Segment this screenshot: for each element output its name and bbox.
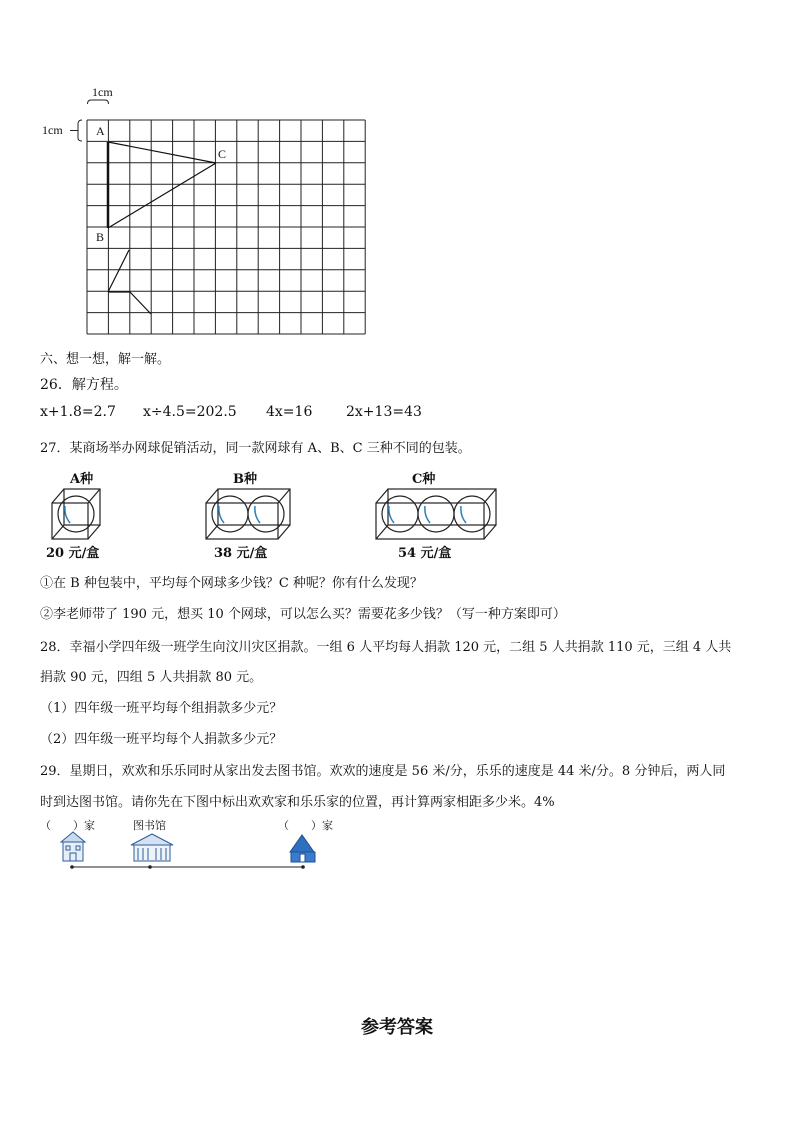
- unit-bracket-top: [88, 100, 109, 104]
- route-point-left: [70, 865, 74, 869]
- library-icon: [131, 834, 173, 861]
- q29-line1: 29．星期日，欢欢和乐乐同时从家出发去图书馆。欢欢的速度是 56 米/分，乐乐的速度是 44 米/分。8 分钟后，两人同: [40, 764, 726, 779]
- left-home-label: （ ）家: [40, 819, 95, 832]
- right-home-label: （ ）家: [278, 819, 333, 832]
- q26-equation-2: x÷4.5=202.5: [143, 404, 237, 420]
- answers-title: 参考答案: [361, 1017, 433, 1038]
- q29-line2: 时到达图书馆。请你先在下图中标出欢欢家和乐乐家的位置，再计算两家相距多少米。4%: [40, 795, 555, 810]
- unit-bracket-left: [78, 120, 82, 141]
- q28-sub2: （2）四年级一班平均每个人捐款多少元？: [40, 732, 283, 747]
- package-a-name: A种: [70, 472, 94, 487]
- q28-sub1: （1）四年级一班平均每个组捐款多少元？: [40, 701, 283, 716]
- q27-intro: 27．某商场举办网球促销活动，同一款网球有 A、B、C 三种不同的包装。: [40, 441, 471, 456]
- q28-line1: 28．幸福小学四年级一班学生向汶川灾区捐款。一组 6 人平均每人捐款 120 元，二组 5 人共捐款 110 元，三组 4 人共: [40, 640, 732, 655]
- left-house-icon: [61, 832, 85, 861]
- grid-figure-svg: [0, 0, 794, 340]
- package-b-price: 38 元/盒: [214, 546, 268, 561]
- point-a-label: A: [96, 124, 105, 138]
- q26-equation-4: 2x+13=43: [346, 404, 422, 420]
- partial-figure-line-3: [130, 292, 151, 314]
- segment-ac: [108, 142, 216, 163]
- package-c-price: 54 元/盒: [398, 546, 452, 561]
- q27-sub1: ①在 B 种包装中，平均每个网球多少钱？C 种呢？你有什么发现？: [40, 576, 423, 591]
- q27-sub2: ②李老师带了 190 元，想买 10 个网球，可以怎么买？需要花多少钱？（写一种方案即可）: [40, 607, 566, 622]
- package-a-price: 20 元/盒: [46, 546, 100, 561]
- right-house-icon: [290, 835, 315, 862]
- point-c-label: C: [218, 147, 227, 161]
- point-b-label: B: [96, 230, 105, 244]
- grid-lines: [87, 120, 365, 334]
- section-6-heading: 六、想一想，解一解。: [40, 352, 171, 367]
- unit-label-top: 1cm: [92, 85, 113, 99]
- q28-line2: 捐款 90 元，四组 5 人共捐款 80 元。: [40, 670, 263, 685]
- route-point-library: [148, 865, 152, 869]
- route-point-right: [301, 865, 305, 869]
- package-c-name: C种: [412, 472, 436, 487]
- partial-figure-line-1: [108, 250, 129, 292]
- unit-label-left: 1cm: [42, 123, 63, 137]
- library-label: 图书馆: [133, 819, 166, 832]
- q26-equation-3: 4x=16: [266, 404, 313, 420]
- q26-equation-1: x+1.8=2.7: [40, 404, 116, 420]
- package-b-name: B种: [233, 472, 257, 487]
- q26-title: 26．解方程。: [40, 377, 128, 393]
- segment-bc: [108, 163, 216, 228]
